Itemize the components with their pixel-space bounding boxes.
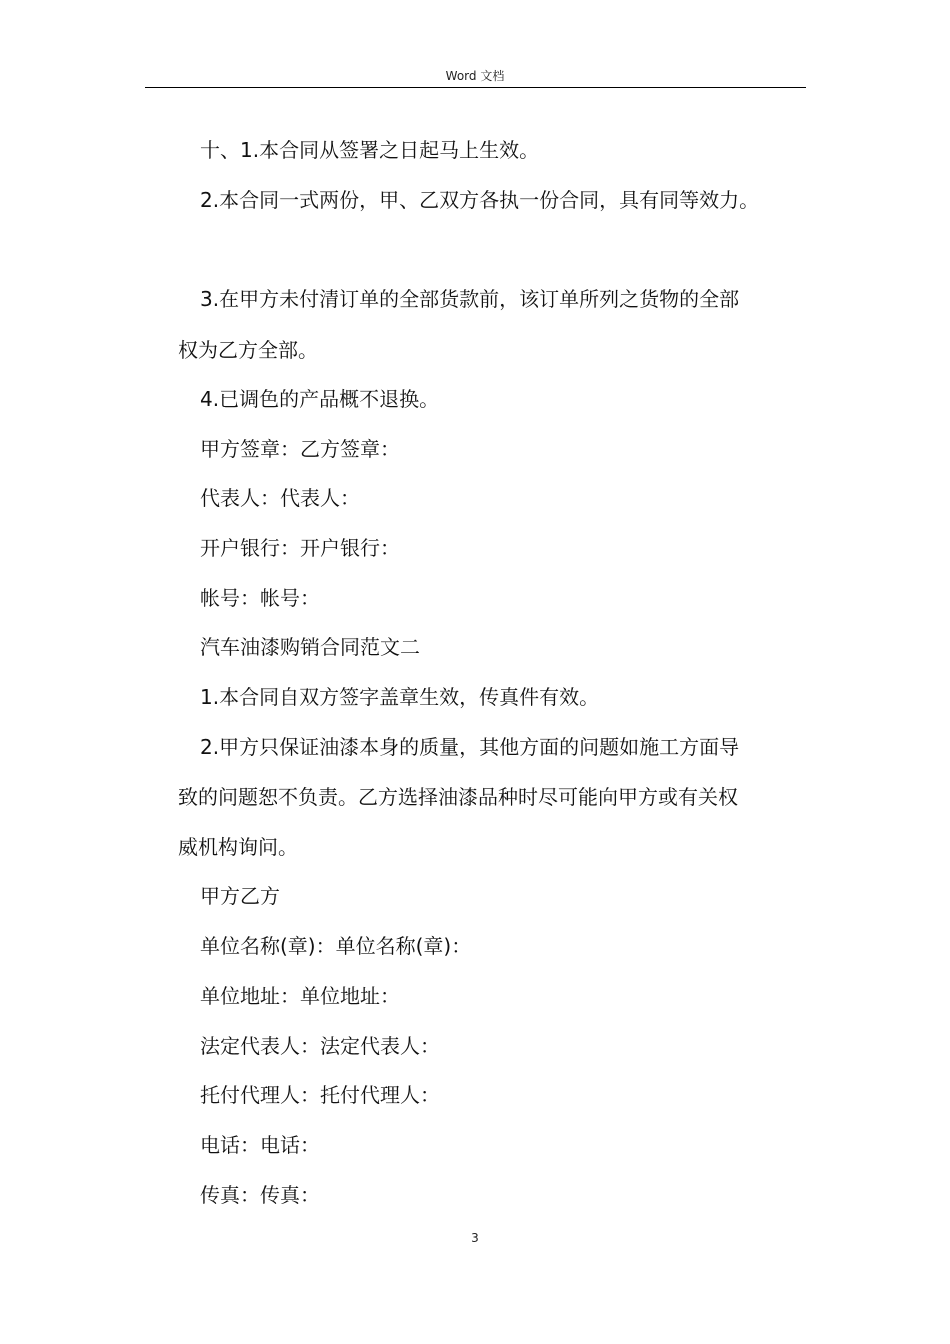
- document-paragraph: 2.甲方只保证油漆本身的质量，其他方面的问题如施工方面导: [200, 735, 740, 759]
- document-paragraph: 甲方乙方: [200, 884, 280, 908]
- header-divider: [145, 87, 806, 88]
- document-paragraph: 1.本合同自双方签字盖章生效，传真件有效。: [200, 685, 600, 709]
- document-paragraph: 3.在甲方未付清订单的全部货款前，该订单所列之货物的全部: [200, 287, 740, 311]
- document-paragraph: 托付代理人：托付代理人：: [200, 1083, 440, 1107]
- document-paragraph: 单位名称(章)：单位名称(章)：: [200, 934, 472, 958]
- page-number: 3: [471, 1231, 479, 1245]
- document-paragraph: 代表人：代表人：: [200, 486, 360, 510]
- document-paragraph: 开户银行：开户银行：: [200, 536, 400, 560]
- document-paragraph: 帐号：帐号：: [200, 586, 320, 610]
- document-paragraph: 十、1.本合同从签署之日起马上生效。: [200, 138, 540, 162]
- document-paragraph: 威机构询问。: [178, 835, 298, 859]
- document-paragraph: 法定代表人：法定代表人：: [200, 1034, 440, 1058]
- page-header-title: Word 文档: [445, 69, 505, 83]
- document-paragraph: 传真：传真：: [200, 1183, 320, 1207]
- document-paragraph: 电话：电话：: [200, 1133, 320, 1157]
- document-paragraph: 2.本合同一式两份，甲、乙双方各执一份合同，具有同等效力。: [200, 188, 760, 212]
- document-paragraph: 权为乙方全部。: [178, 338, 318, 362]
- document-paragraph: 单位地址：单位地址：: [200, 984, 400, 1008]
- document-paragraph: 汽车油漆购销合同范文二: [200, 635, 420, 659]
- document-paragraph: 致的问题恕不负责。乙方选择油漆品种时尽可能向甲方或有关权: [178, 785, 738, 809]
- document-paragraph: 甲方签章：乙方签章：: [200, 437, 400, 461]
- document-paragraph: 4.已调色的产品概不退换。: [200, 387, 440, 411]
